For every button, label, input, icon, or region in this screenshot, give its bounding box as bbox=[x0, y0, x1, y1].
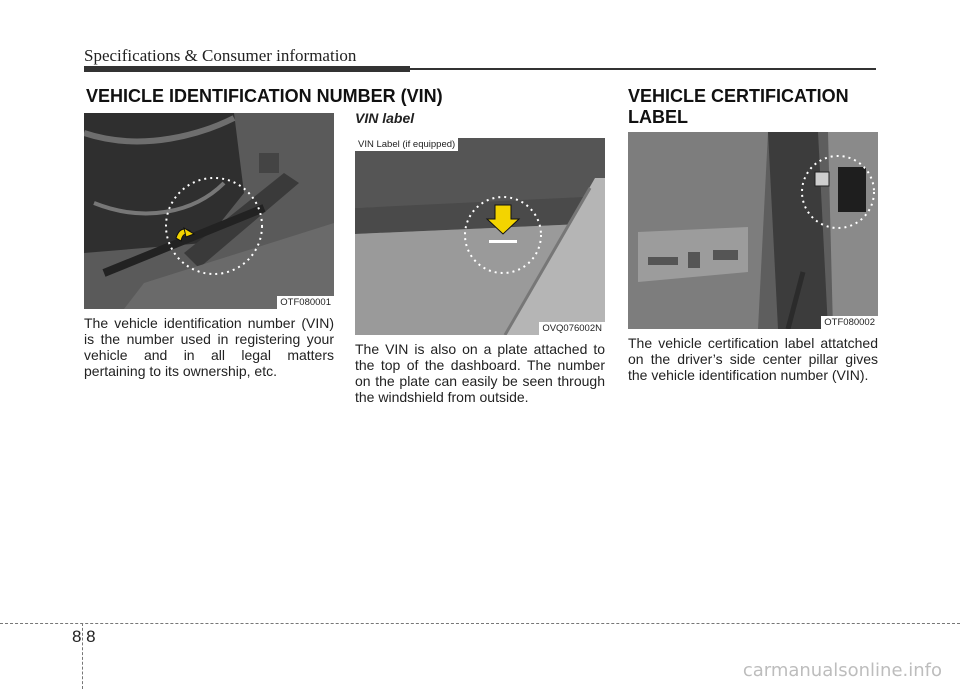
vin-section-title: VEHICLE IDENTIFICATION NUMBER (VIN) bbox=[86, 86, 443, 106]
image-code: OVQ076002N bbox=[539, 322, 605, 335]
image-code: OTF080001 bbox=[277, 296, 334, 309]
seat-floor-photo bbox=[84, 113, 334, 309]
vin-body-text: The vehicle identification number (VIN) is the number used in registering your vehicle and in all legal matters pertaining to its ownership, etc. bbox=[84, 315, 334, 379]
footer-divider bbox=[0, 623, 960, 624]
watermark: carmanualsonline.info bbox=[742, 660, 942, 681]
cert-section-title: VEHICLE CERTIFICATION LABEL bbox=[628, 86, 849, 127]
page-header-title: Specifications & Consumer information bbox=[84, 46, 357, 65]
image-caption: VIN Label (if equipped) bbox=[355, 138, 458, 151]
header-rule-thin bbox=[410, 68, 876, 70]
image-code: OTF080002 bbox=[821, 316, 878, 329]
vin-label-subtitle: VIN label bbox=[355, 110, 415, 126]
page-number: 8 8 bbox=[72, 627, 96, 646]
cert-body-text: The vehicle certification label attatched on the driver’s side center pillar gives the vehicle identification number (VIN). bbox=[628, 335, 878, 383]
door-pillar-photo bbox=[628, 132, 878, 329]
windshield-photo bbox=[355, 138, 605, 335]
vin-label-body-text: The VIN is also on a plate attached to the top of the dashboard. The number on the plate can easily be seen through the windshield from outside. bbox=[355, 341, 605, 405]
header-rule-thick bbox=[84, 66, 410, 72]
